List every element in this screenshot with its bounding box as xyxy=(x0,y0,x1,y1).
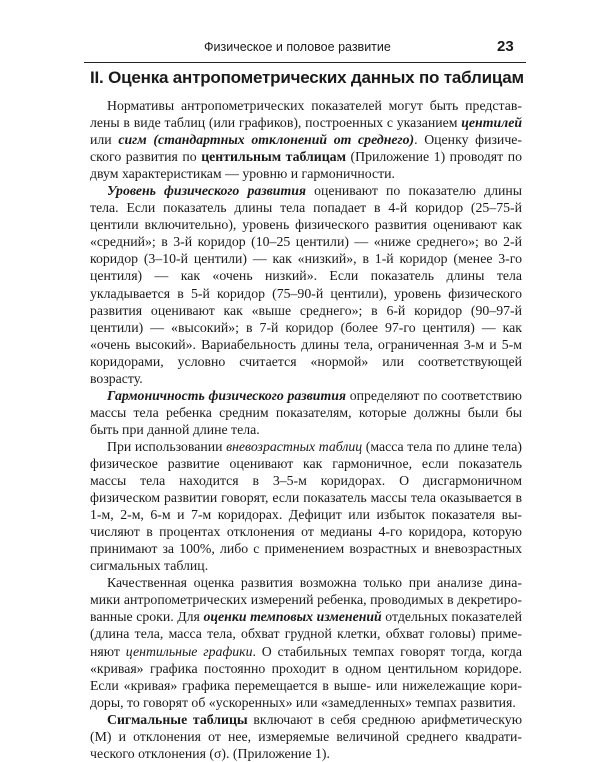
paragraph-2 xyxy=(90,182,522,387)
text: (Приложение 1) проводят по двум характеристикам — уровню и гармоничности. xyxy=(90,149,522,182)
paragraph-6 xyxy=(90,711,522,762)
paragraph-4 xyxy=(90,438,522,574)
emphasis-centile-tables: центильным таблицам xyxy=(201,149,346,165)
emphasis-tempo-changes: оценки темповых изменений xyxy=(203,609,382,625)
paragraph-5 xyxy=(90,574,522,710)
emphasis-centiles: центилей xyxy=(461,115,522,131)
emphasis-sigma-tables: Сигмальные таблицы xyxy=(107,711,248,727)
emphasis-age-free-tables: вневозрастных таблиц xyxy=(226,438,363,454)
section-heading: II. Оценка антропометрических данных по таблицам xyxy=(90,68,524,87)
emphasis-development-level: Уровень физического развития xyxy=(107,183,306,199)
text: включают в себя среднюю арифметическую (М) и отклонения от нее, измеряемые величиной среднего квадратического отклонения (σ). (Приложение 1). xyxy=(90,711,522,761)
header-rule xyxy=(84,62,526,63)
emphasis-harmony: Гармоничность физического развития xyxy=(107,387,346,403)
text: (масса тела по длине тела) физическое развитие оценивают как гармоничное, если показатель массы тела находится в 3–5-м коридорах. О дисгармоничном физическом развитии говорят, если показатель массы тела оказывается в 1-м, 2-м, 6-м и 7-м коридорах. Дефицит или избыток показателя вычисляют в процентах отклонения от медианы 4-го коридора, которую принимают за 100%, либо с применением возрастных и вневозрастных сигмальных таблиц. xyxy=(90,438,522,574)
text: определяют по соответствию массы тела ребенка средним показателям, которые должны были бы быть при данной длине тела. xyxy=(90,387,522,437)
text: отдельных показателей (длина тела, масса тела, обхват грудной клетки, обхват головы) применяют xyxy=(90,609,522,659)
paragraph-3 xyxy=(90,387,522,438)
text: оценивают по показателю длины тела. Если показатель длины тела попадает в 4-й коридор (25–75-й центили включительно), уровень физического развития оценивают как «средний»; в 3-й коридор (10–25 центили) — «ниже среднего»; во 2-й коридор (3–10-й центили) — как «низкий», в 1-й коридор (менее 3-го центиля) — как «очень низкий». Если показатель длины тела укладывается в 5-й коридор (75–90-й центили), уровень физического развития оценивают как «выше среднего»; в 6-й коридор (90–97-й центили) — «высокий»; в 7-й коридор (более 97-го центиля) — как «очень высокий». Вариабельность длины тела, ограниченная 3-м и 5-м коридорами, условно считается «нормой» или соответствующей возрасту. xyxy=(90,183,522,386)
text: При использовании xyxy=(107,438,227,454)
text: . Оценку физического развития по xyxy=(90,132,522,165)
page-number: 23 xyxy=(497,38,514,55)
emphasis-sigmas: сигм (стандартных отклонений от среднего) xyxy=(118,132,415,148)
text: или xyxy=(90,132,119,148)
body-text xyxy=(90,97,522,762)
running-title: Физическое и половое развитие xyxy=(204,40,391,54)
text: . О стабильных темпах говорят тогда, когда «кривая» графика постоянно проходит в одном центильном коридоре. Если «кривая» графика перемещается в выше- или нижележащие коридоры, то говорят об «ускоренных» или «замедленных» темпах развития. xyxy=(90,643,522,710)
paragraph-1 xyxy=(90,97,522,182)
text: Качественная оценка развития возможна только при анализе динамики антропометрических измерений ребенка, проводимых в декретированные сроки. Для xyxy=(90,575,522,625)
text: Нормативы антропометрических показателей могут быть представлены в виде таблиц (или графиков), построенных с указанием xyxy=(90,98,522,131)
emphasis-centile-graphs: центильные графики xyxy=(125,643,253,659)
